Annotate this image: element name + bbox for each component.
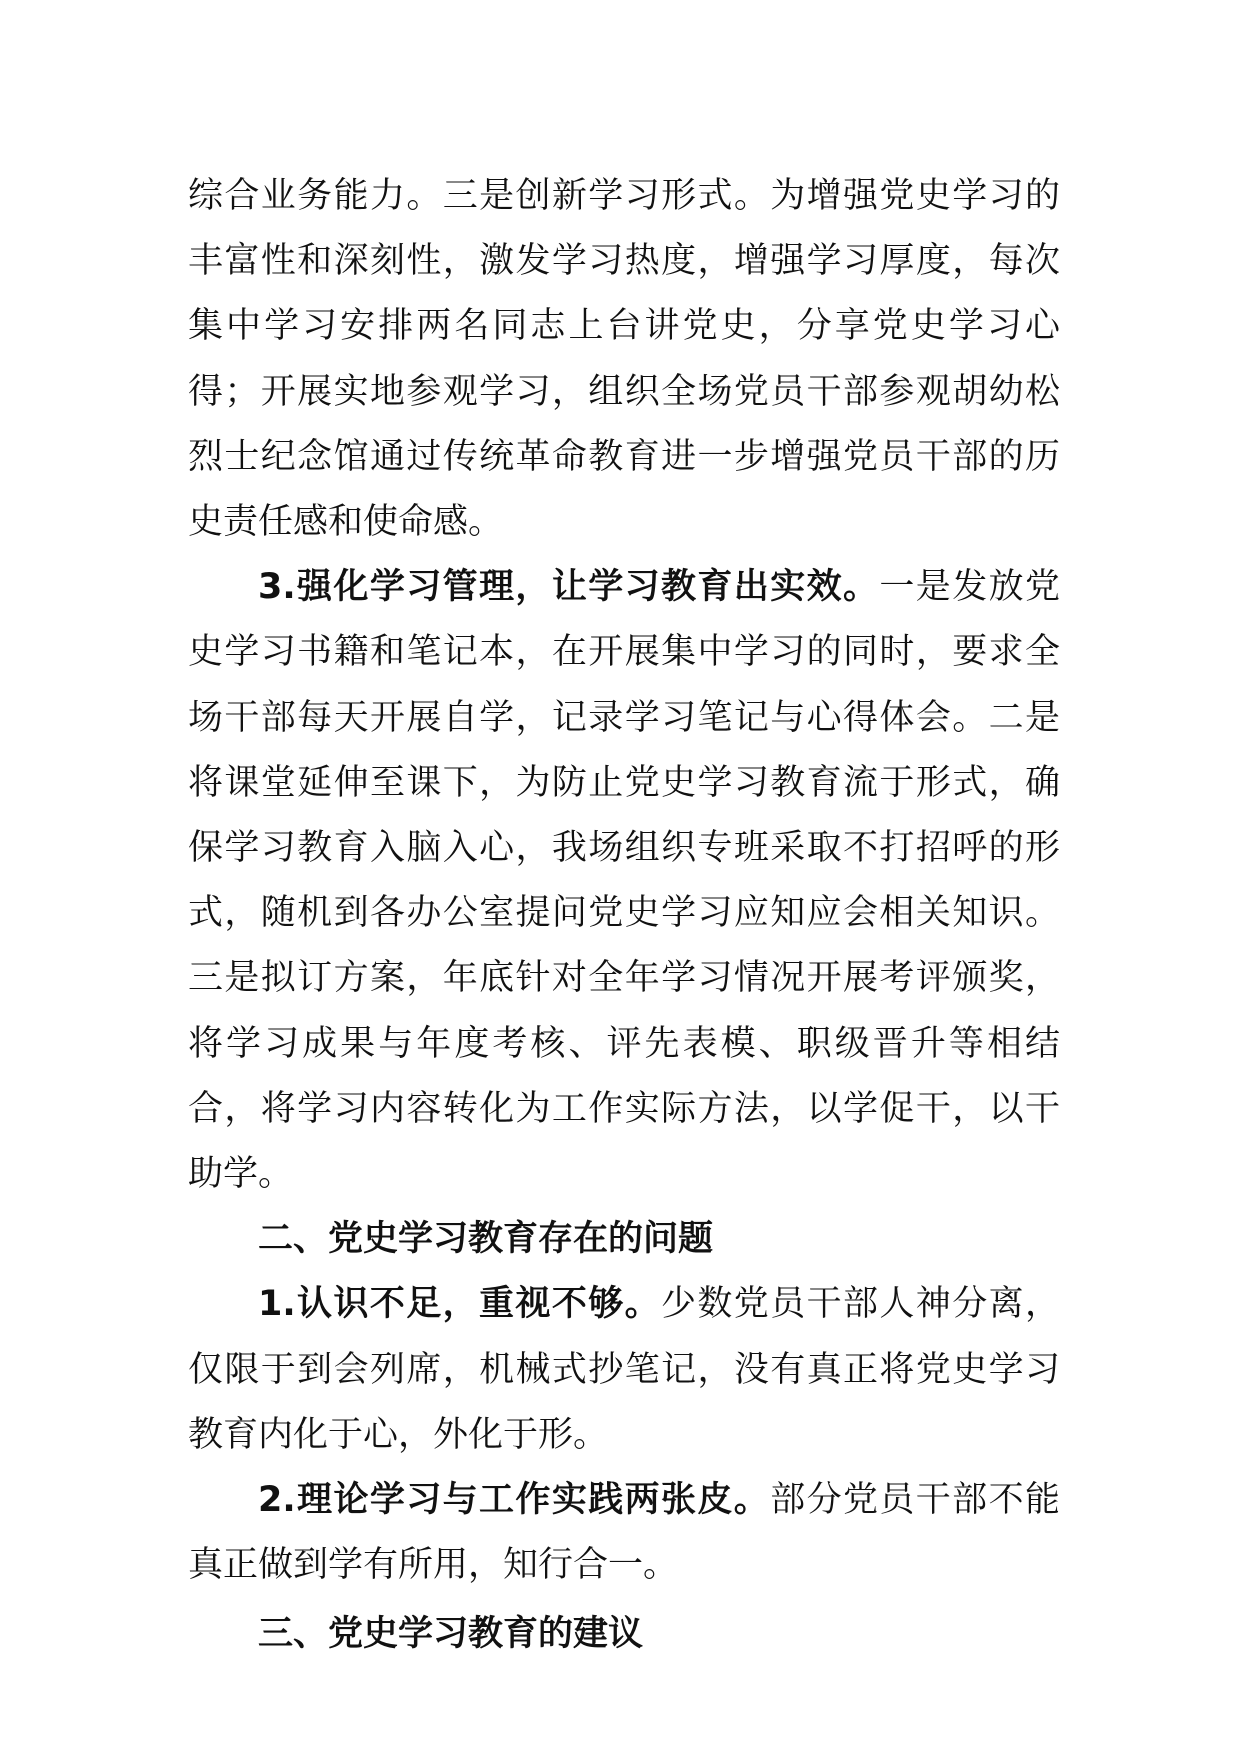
paragraph-lead: 1.认识不足，重视不够。 <box>258 1284 662 1325</box>
paragraph-lead: 3.强化学习管理，让学习教育出实效。 <box>258 567 880 608</box>
section-heading-problems: 二、党史学习教育存在的问题 <box>258 1219 714 1260</box>
paragraph-text: 少数党员干部人神分离，仅限于到会列席，机械式抄笔记，没有真正将党史学习教育内化于心，外化于形。 <box>188 1284 1060 1455</box>
paragraph-text: 综合业务能力。三是创新学习形式。为增强党史学习的丰富性和深刻性，激发学习热度，增强学习厚度，每次集中学习安排两名同志上台讲党史，分享党史学习心得；开展实地参观学习，组织全场党员干部参观胡幼松烈士纪念馆通过传统革命教育进一步增强党员干部的历史责任感和使命感。 <box>188 176 1060 543</box>
paragraph-strengthen-management <box>188 555 1060 1207</box>
section-heading-suggestions: 三、党史学习教育的建议 <box>258 1614 644 1655</box>
document-body <box>188 164 1060 1668</box>
paragraph-text: 部分党员干部不能真正做到学有所用，知行合一。 <box>188 1480 1060 1586</box>
paragraph-continuation <box>188 164 1060 555</box>
paragraph-lead: 2.理论学习与工作实践两张皮。 <box>258 1480 771 1521</box>
paragraph-theory-practice-gap <box>188 1468 1060 1598</box>
paragraph-text: 一是发放党史学习书籍和笔记本，在开展集中学习的同时，要求全场干部每天开展自学，记录学习笔记与心得体会。二是将课堂延伸至课下，为防止党史学习教育流于形式，确保学习教育入脑入心，我场组织专班采取不打招呼的形式，随机到各办公室提问党史学习应知应会相关知识。三是拟订方案，年底针对全年学习情况开展考评颁奖，将学习成果与年度考核、评先表模、职级晋升等相结合，将学习内容转化为工作实际方法，以学促干，以干助学。 <box>188 567 1060 1195</box>
paragraph-insufficient-awareness <box>188 1272 1060 1468</box>
